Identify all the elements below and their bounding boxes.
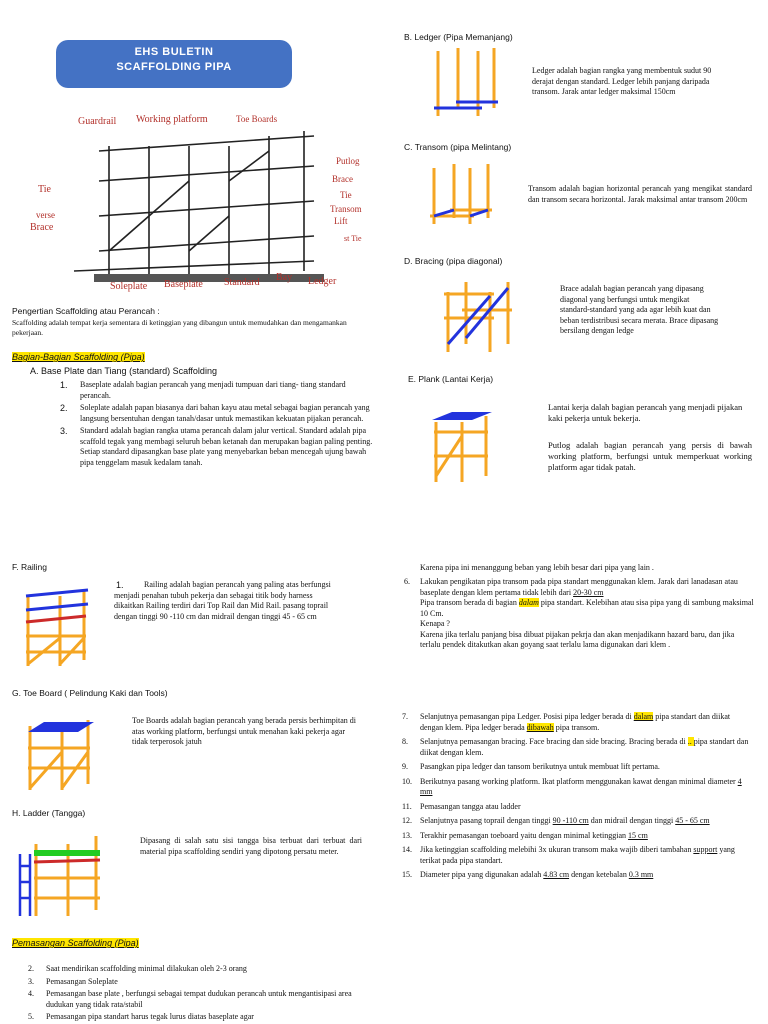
step-6-answer: Karena jika terlalu panjang bisa dibuat pijakan pekrja dan akan menjadikann hazard baru, dan jika terlalu pendek ditakutkan akan goyang saat terlalu lama digunakan dari klem . xyxy=(420,629,735,649)
list-item xyxy=(28,964,356,975)
item-text: pipa transom. xyxy=(553,722,600,732)
item-highlight: .. xyxy=(687,737,694,746)
item-number: 15. xyxy=(402,870,412,879)
label-guardrail: Guardrail xyxy=(78,116,117,127)
item-text: dan midrail dengan tinggi xyxy=(588,816,676,825)
item-underline: 15 cm xyxy=(628,830,648,840)
definition-title: Pengertian Scaffolding atau Perancah : xyxy=(12,306,160,316)
section-f-number: 1. xyxy=(116,580,124,590)
item-number: 3. xyxy=(60,426,68,436)
list-item xyxy=(402,830,754,842)
item-underline: 4 mm xyxy=(420,776,742,796)
item-number: 9. xyxy=(402,762,408,771)
item-number: 11. xyxy=(402,801,412,811)
list-item xyxy=(402,845,754,866)
step-6-question: Kenapa ? xyxy=(420,619,450,628)
label-brace-right: Brace xyxy=(332,174,353,184)
label-tie-right: Tie xyxy=(340,190,352,200)
item-underline: 90 -110 cm xyxy=(552,816,589,825)
item-number: 4. xyxy=(28,989,34,998)
section-g-title: G. Toe Board ( Pelindung Kaki dan Tools) xyxy=(12,688,168,698)
list-item xyxy=(28,976,356,988)
ledger-illustration xyxy=(428,46,500,118)
section-c-title: C. Transom (pipa Melintang) xyxy=(404,142,512,152)
label-soleplate: Soleplate xyxy=(110,281,148,292)
label-tie-left: Tie xyxy=(38,184,51,195)
item-text: Baseplate adalah bagian perancah yang menjadi tumpuan dari tiang- tiang standard perancah. xyxy=(80,380,346,400)
section-d-desc: Brace adalah bagian perancah yang dipasang diagonal yang berfungsi untuk mengikat standard-standard yang ada agar lebih kuat dan beban terdistribusi secara merata. Brace dipasang bersilang dengan ledge xyxy=(560,284,719,335)
item-number: 12. xyxy=(402,816,412,825)
item-number: 8. xyxy=(402,737,408,746)
list-item xyxy=(60,426,376,468)
parts-heading-wrap xyxy=(12,352,145,362)
item-text: Standard adalah bagian rangka utama perancah dalam jalur vertical. Standard adalah pipa scaffold tegak yang membagi seluruh beban ketanah dan merupakan bagian paling penting. Setiap standard dipasangkan base plate yang menyebarkan beban mencegah ujung bawah pipa tenggelam masuk kedalam tanah. xyxy=(80,426,373,467)
definition-body: Scaffolding adalah tempat kerja sementara di ketinggian yang dibangun untuk memudahkan dan mengamankan pekerjaan. xyxy=(12,318,347,337)
item-text: dengan ketebalan xyxy=(569,870,629,879)
item-underline: 0.3 mm xyxy=(628,870,654,879)
transom-illustration xyxy=(426,160,496,226)
label-working-platform: Working platform xyxy=(136,114,208,125)
list-item xyxy=(402,816,754,827)
item-number: 10. xyxy=(402,776,412,786)
item-text: Terakhir pemasangan toeboard yaitu dengan minimal ketinggian xyxy=(420,830,629,840)
continued-list xyxy=(402,712,754,881)
parts-a-title: A. Base Plate dan Tiang (standard) Scaffolding xyxy=(30,366,217,376)
item-number: 2. xyxy=(28,964,34,973)
section-h-desc: Dipasang di salah satu sisi tangga bisa terbuat dari terbuat dari material pipa scaffolding sendiri yang dipotong persatu meter. xyxy=(140,836,362,856)
item-underline: support xyxy=(693,845,718,854)
item-text: Selanjutnya pasang toprail dengan tinggi xyxy=(420,816,553,825)
step-6-text-d: pipa standart. Kelebihan atau sisa pipa yang di sambung maksimal 10 Cm. xyxy=(420,598,754,618)
parts-list xyxy=(60,380,376,468)
list-item xyxy=(60,380,376,401)
label-standard: Standard xyxy=(224,277,260,288)
step-6-highlight: dalam xyxy=(518,598,539,607)
item-number: 3. xyxy=(28,976,34,986)
bracing-illustration xyxy=(442,278,514,354)
scaffold-diagram xyxy=(14,106,374,296)
section-d-title: D. Bracing (pipa diagonal) xyxy=(404,256,503,266)
list-item xyxy=(402,762,754,773)
item-number: 1. xyxy=(60,380,68,390)
list-item xyxy=(28,1012,356,1023)
install-list xyxy=(28,964,356,1023)
banner-line-2: SCAFFOLDING PIPA xyxy=(116,61,232,73)
item-text: yang terikat pada pipa standart. xyxy=(420,845,735,865)
install-heading-wrap xyxy=(12,938,139,948)
banner-line-1: EHS BULETIN xyxy=(134,46,214,58)
item-text: Pemasangan pipa standart harus tegak lurus diatas baseplate agar xyxy=(46,1012,254,1021)
label-verse: verse xyxy=(36,210,55,220)
scaffold-diagram-drawing xyxy=(14,106,374,296)
item-text: pipa standart dan diikat dengan klem. xyxy=(420,737,749,757)
section-b-desc: Ledger adalah bagian rangka yang membentuk sudut 90 derajat dengan standard. Ledger lebih panjang daripada transom. Jarak antar ledger maksimal 150cm xyxy=(532,66,712,96)
continued-intro: Karena pipa ini menanggung beban yang lebih besar dari pipa yang lain . xyxy=(420,563,654,572)
bulletin-banner xyxy=(56,40,292,88)
item-text: Berikutnya pasang working platform. Ikat platform menggunakan kawat dengan minimal diameter xyxy=(420,776,738,786)
item-text: Saat mendirikan scaffolding minimal dilakukan oleh 2-3 orang xyxy=(46,964,247,973)
label-transom: Transom xyxy=(330,204,362,214)
install-heading: Pemasangan Scaffolding (Pipa) xyxy=(12,938,139,948)
item-highlight: dalam xyxy=(633,712,654,721)
label-tie-right-2: st Tie xyxy=(344,234,362,243)
section-e-desc2: Putlog adalah bagian perancah yang persis di bawah working platform, berfungsi untuk memperkuat working platform agar tidak patah. xyxy=(548,440,752,472)
section-g-desc: Toe Boards adalah bagian perancah yang berada persis berhimpitan di atas working platform, berfungsi untuk menahan kaki pekerja agar tidak terperosok jatuh xyxy=(132,716,357,746)
section-e-desc1: Lantai kerja dalah bagian perancah yang menjadi pijakan kaki pekerja untuk bekerja. xyxy=(548,402,743,423)
label-baseplate: Baseplate xyxy=(164,279,203,290)
item-number: 13. xyxy=(402,830,412,840)
item-number: 5. xyxy=(28,1012,34,1021)
label-brace-left: Brace xyxy=(30,222,54,233)
section-h-title: H. Ladder (Tangga) xyxy=(12,808,86,818)
item-text: Pemasangan tangga atau ladder xyxy=(420,801,521,811)
item-number: 14. xyxy=(402,845,412,854)
list-item xyxy=(402,870,754,881)
section-c-desc: Transom adalah bagian horizontal perancah yang mengikat standard dan transom secara horizontal. Jarak maksimal antar transom 200cm xyxy=(528,184,752,204)
item-text: Pasangkan pipa ledger dan tansom berikutnya untuk membuat lift pertama. xyxy=(420,762,660,771)
item-text: Selanjutnya pemasangan pipa Ledger. Posisi pipa ledger berada di xyxy=(420,712,634,721)
list-item xyxy=(402,737,754,758)
item-text: pipa standart dan diikat dengan klem. Pipa ledger berada xyxy=(420,712,731,732)
label-putlog: Putlog xyxy=(336,156,360,166)
section-f-title: F. Railing xyxy=(12,562,47,572)
section-f-desc: Railing adalah bagian perancah yang paling atas berfungsi menjadi penahan tubuh pekerja dan sebagai titik body harness dikaitkan Railing terdiri dari Top Rail dan Mid Rail. pasang toprail dengan tinggi 90 -110 cm dan midrail dengan tinggi 45 - 65 cm xyxy=(114,580,331,621)
label-lift: Lift xyxy=(334,216,348,226)
list-item xyxy=(402,801,754,813)
item-number: 2. xyxy=(60,403,68,413)
section-e-title: E. Plank (Lantai Kerja) xyxy=(408,374,494,384)
section-b-title: B. Ledger (Pipa Memanjang) xyxy=(404,32,513,42)
ladder-illustration xyxy=(16,832,112,916)
item-text: Diameter pipa yang digunakan adalah xyxy=(420,870,544,879)
item-number: 6. xyxy=(404,577,410,586)
label-bay: Bay xyxy=(276,272,293,283)
plank-illustration xyxy=(432,406,494,482)
list-item xyxy=(60,403,376,424)
toe-board-illustration xyxy=(26,714,96,790)
list-item xyxy=(28,989,356,1010)
list-item xyxy=(402,776,754,798)
parts-heading: Bagian-Bagian Scaffolding (Pipa) xyxy=(12,352,145,362)
step-6-text-c: Pipa transom berada di bagian xyxy=(420,598,519,607)
item-text: Selanjutnya pemasangan bracing. Face bracing dan side bracing. Bracing berada di xyxy=(420,737,688,746)
item-number: 7. xyxy=(402,712,408,721)
step-6-text-a: Lakukan pengikatan pipa transom pada pipa standart menggunakan klem. Jarak dari lanadasan atau baseplate dengan klem pertama tidak lebih dari xyxy=(420,577,738,597)
label-ledger: Ledger xyxy=(308,276,337,287)
list-item xyxy=(402,712,754,733)
label-toe-boards: Toe Boards xyxy=(236,114,278,124)
step-6 xyxy=(404,577,754,651)
item-text: Soleplate adalah papan biasanya dari bahan kayu atau metal sebagai bagian perancah yang langsung bersentuhan dengan tanah/dasar untuk memastikan kekuatan pijakan perancah. xyxy=(80,403,370,423)
item-text: Pemasangan base plate , berfungsi sebagai tempat dudukan perancah untuk mengantisipasi area dudukan yang tidak rata/stabil xyxy=(46,989,352,1009)
step-6-distance: 20-30 cm xyxy=(573,587,604,597)
item-text: Jika ketinggian scaffolding melebihi 3x ukuran transom maka wajib diberi tambahan xyxy=(420,845,694,854)
item-underline: 45 - 65 cm xyxy=(675,816,710,825)
item-highlight: dibawah xyxy=(526,722,554,732)
item-underline: 4.83 cm xyxy=(543,870,570,879)
item-text: Pemasangan Soleplate xyxy=(46,976,118,986)
railing-illustration xyxy=(24,586,92,666)
